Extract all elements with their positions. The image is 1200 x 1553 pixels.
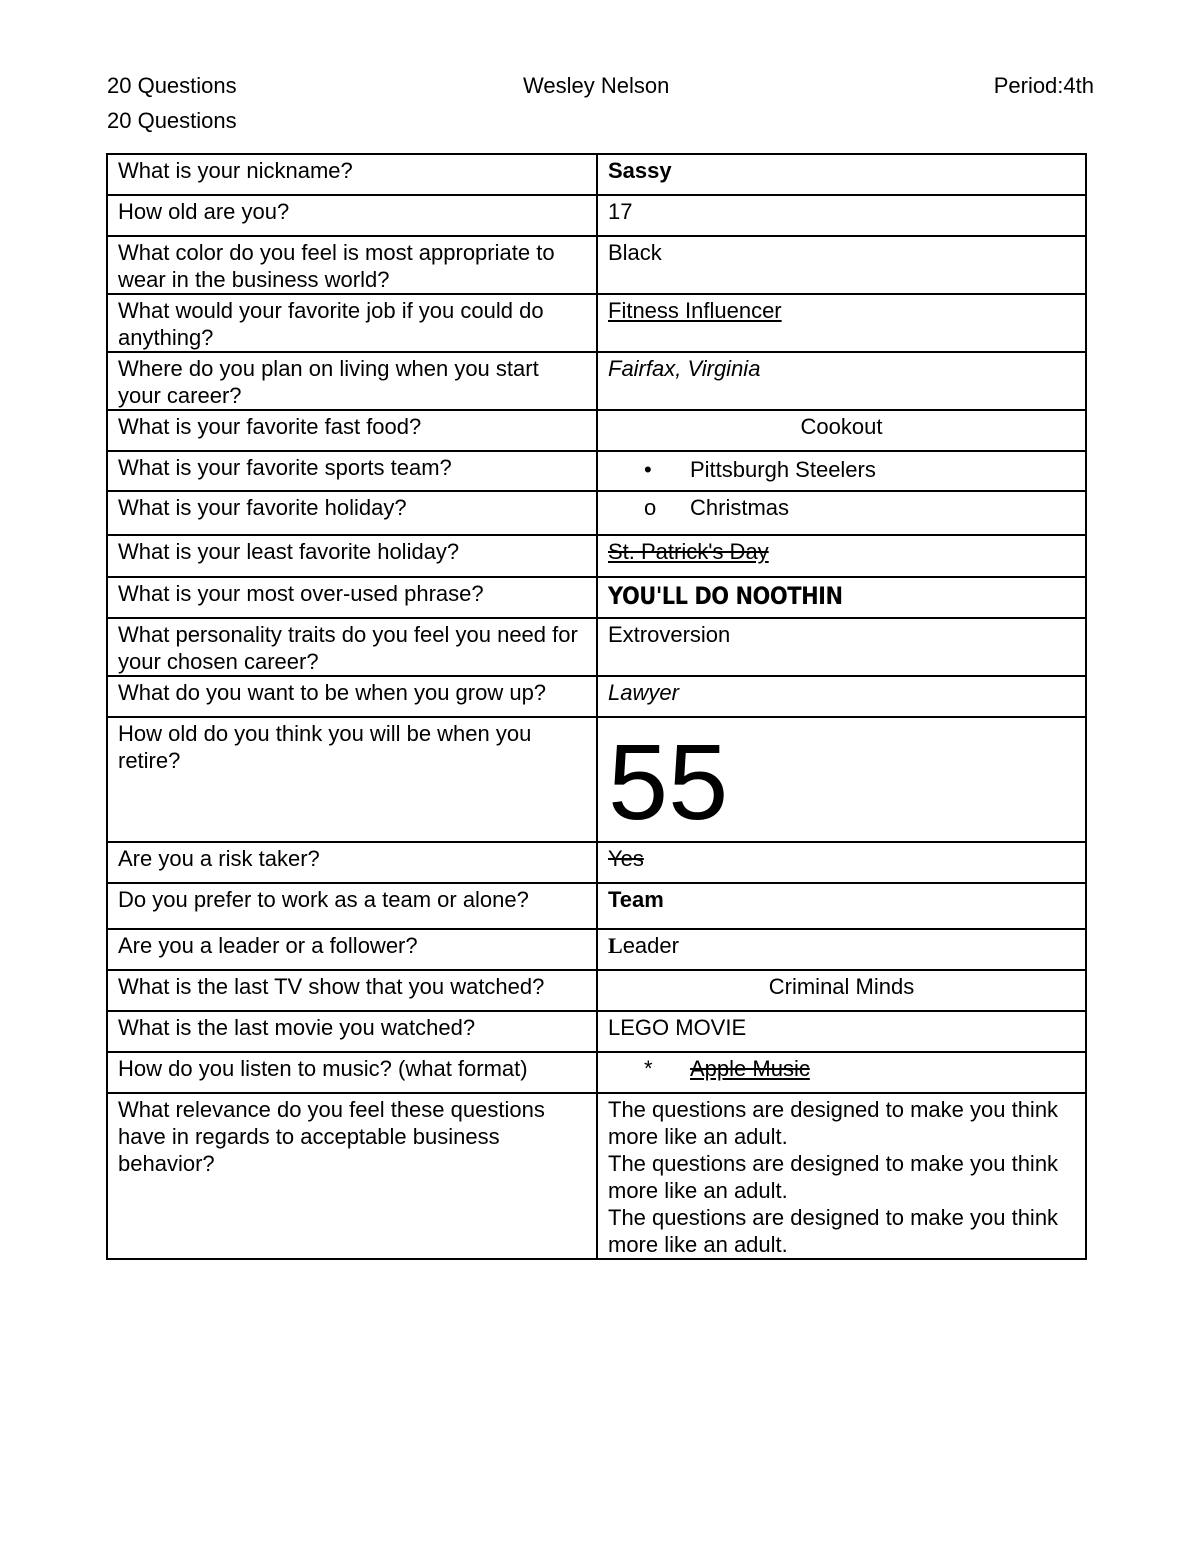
- answer-cell: [597, 842, 1086, 883]
- question-cell: What is the last movie you watched?: [107, 1011, 597, 1052]
- answer-cell: Team: [597, 883, 1086, 929]
- question-cell: Do you prefer to work as a team or alone?: [107, 883, 597, 929]
- answer-cell: Criminal Minds: [597, 970, 1086, 1011]
- bullet-icon: •: [644, 457, 652, 482]
- table-row: [107, 535, 1086, 577]
- question-cell: How old are you?: [107, 195, 597, 236]
- question-cell: What do you want to be when you grow up?: [107, 676, 597, 717]
- question-cell: Are you a risk taker?: [107, 842, 597, 883]
- answer-cell: Cookout: [597, 410, 1086, 451]
- table-row: [107, 842, 1086, 883]
- answer-cell: [597, 1052, 1086, 1093]
- table-row: [107, 451, 1086, 491]
- question-cell: How old do you think you will be when you retire?: [107, 717, 597, 842]
- table-row: [107, 577, 1086, 618]
- table-row: [107, 929, 1086, 970]
- answer-cell: [597, 451, 1086, 491]
- answer-text: Christmas: [690, 495, 790, 520]
- answer-line: The questions are designed to make you think more like an adult.: [608, 1151, 1059, 1203]
- answer-cell: [597, 929, 1086, 970]
- table-row: [107, 294, 1086, 352]
- answer-text: eader: [622, 933, 679, 958]
- question-cell: What relevance do you feel these questions have in regards to acceptable business behavior?: [107, 1093, 597, 1259]
- questions-table: [106, 153, 1087, 1260]
- table-row: [107, 1052, 1086, 1093]
- answer-cell: [597, 717, 1086, 842]
- answer-cell: Lawyer: [597, 676, 1086, 717]
- table-row: [107, 883, 1086, 929]
- question-cell: What is your least favorite holiday?: [107, 535, 597, 577]
- question-cell: What would your favorite job if you could do anything?: [107, 294, 597, 352]
- answer-text: YOU'LL DO NOOTHIN: [608, 582, 843, 610]
- question-cell: What color do you feel is most appropriate to wear in the business world?: [107, 236, 597, 294]
- question-cell: Where do you plan on living when you start your career?: [107, 352, 597, 410]
- question-cell: What is your most over-used phrase?: [107, 577, 597, 618]
- answer-text: Fitness Influencer: [608, 298, 782, 323]
- question-cell: What is your favorite sports team?: [107, 451, 597, 491]
- answer-text: St. Patrick's Day: [608, 539, 769, 564]
- table-row: [107, 1011, 1086, 1052]
- table-row: [107, 236, 1086, 294]
- answer-cell: [597, 491, 1086, 535]
- circle-bullet-icon: o: [644, 495, 657, 520]
- table-row: [107, 195, 1086, 236]
- answer-cell: [597, 577, 1086, 618]
- answer-text: Pittsburgh Steelers: [690, 457, 876, 482]
- document-subtitle: 20 Questions: [107, 108, 237, 133]
- question-cell: How do you listen to music? (what format): [107, 1052, 597, 1093]
- answer-text: 55: [608, 721, 729, 842]
- answer-line: The questions are designed to make you think more like an adult.: [608, 1097, 1059, 1149]
- class-period: Period:4th: [993, 73, 1094, 98]
- table-row: [107, 1093, 1086, 1259]
- answer-cell: LEGO MOVIE: [597, 1011, 1086, 1052]
- question-cell: What personality traits do you feel you need for your chosen career?: [107, 618, 597, 676]
- table-row: [107, 352, 1086, 410]
- answer-initial: L: [608, 933, 623, 958]
- question-cell: What is the last TV show that you watched?: [107, 970, 597, 1011]
- answer-cell: Black: [597, 236, 1086, 294]
- answer-cell: [597, 1093, 1086, 1259]
- table-row: [107, 491, 1086, 535]
- answer-cell: Fairfax, Virginia: [597, 352, 1086, 410]
- table-row: [107, 676, 1086, 717]
- answer-cell: Extroversion: [597, 618, 1086, 676]
- answer-cell: 17: [597, 195, 1086, 236]
- question-cell: What is your favorite fast food?: [107, 410, 597, 451]
- table-row: [107, 618, 1086, 676]
- answer-cell: [597, 294, 1086, 352]
- answer-line: The questions are designed to make you think more like an adult.: [608, 1205, 1059, 1257]
- table-row: [107, 410, 1086, 451]
- answer-text: Yes: [608, 846, 644, 871]
- answer-cell: [597, 535, 1086, 577]
- question-cell: What is your favorite holiday?: [107, 491, 597, 535]
- answer-cell: Sassy: [597, 154, 1086, 195]
- question-cell: What is your nickname?: [107, 154, 597, 195]
- answer-text: Apple Music: [690, 1056, 810, 1081]
- table-row: [107, 154, 1086, 195]
- asterisk-bullet-icon: *: [644, 1056, 653, 1081]
- table-row: [107, 717, 1086, 842]
- student-name: Wesley Nelson: [523, 73, 670, 98]
- header-title: 20 Questions: [107, 73, 237, 98]
- table-row: [107, 970, 1086, 1011]
- question-cell: Are you a leader or a follower?: [107, 929, 597, 970]
